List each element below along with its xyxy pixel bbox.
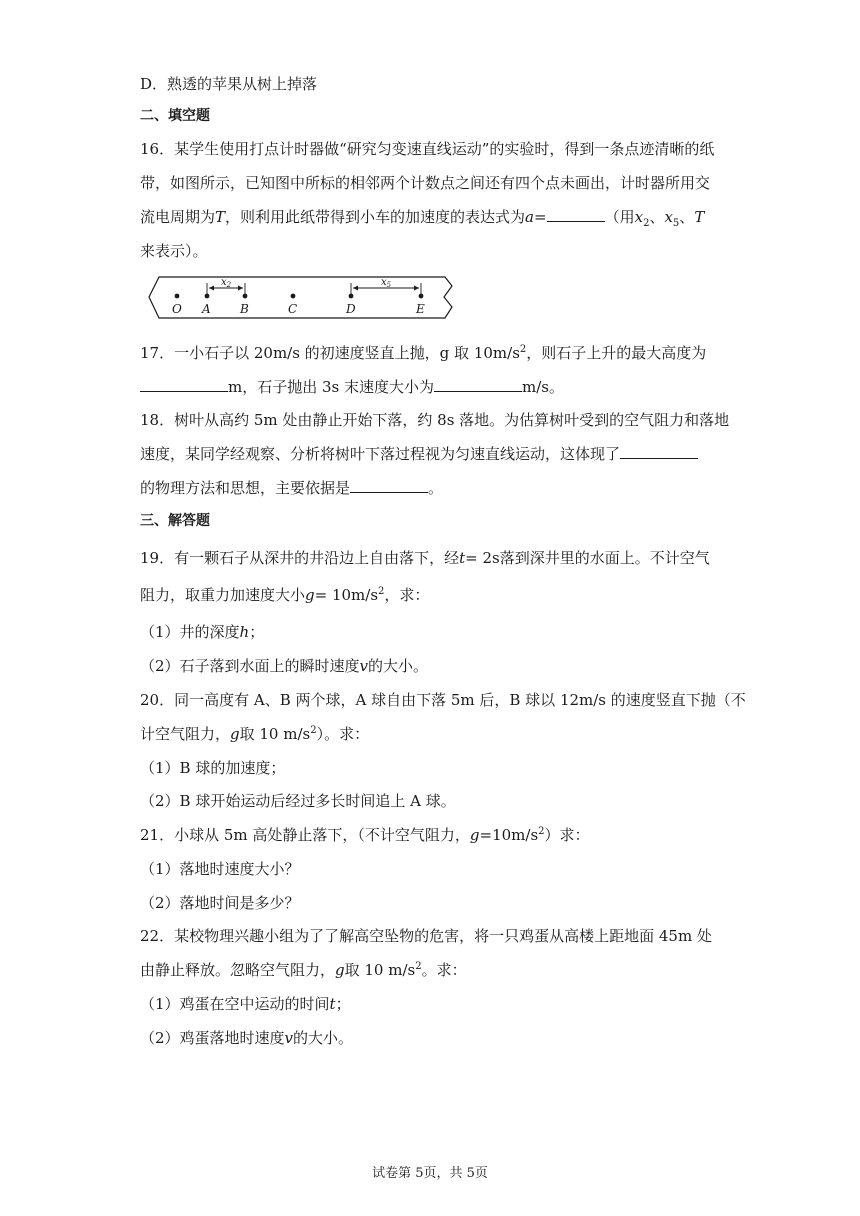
q22-sub-1: （1）鸡蛋在空中运动的时间t； xyxy=(140,995,351,1013)
point-a-label: A xyxy=(202,302,211,316)
q17-line-1: 17．一小石子以 20m/s 的初速度竖直上抛，g 取 $10m/s^2$，则石子上升的最大高度为 xyxy=(140,344,707,362)
q18-line-2: 速度，某同学经观察、分析将树叶下落过程视为匀速直线运动，这体现了 xyxy=(140,444,698,464)
q21-sub-2: （2）落地时间是多少？ xyxy=(140,894,300,912)
q21-line-1: 21．小球从 5m 高处静止落下，（不计空气阻力，$g=10m/s^2$）求： xyxy=(140,826,590,844)
q17-line-2: m，石子抛出 3s 末速度大小为 m/s。 xyxy=(140,377,564,397)
tape-outline xyxy=(149,277,452,318)
q19-sub-2: （2）石子落到水面上的瞬时速度v的大小。 xyxy=(140,657,429,675)
q22-sub-2: （2）鸡蛋落地时速度v的大小。 xyxy=(140,1029,354,1047)
q18-line-1: 18．树叶从高约 5m 处由静止开始下落，约 8s 落地。为估算树叶受到的空气阻力和落地 xyxy=(140,411,730,429)
q16-line-2: 带，如图所示，已知图中所标的相邻两个计数点之间还有四个点未画出，计时器所用交 xyxy=(140,174,711,192)
q20-line-2: 计空气阻力，g取 10 $m/s^2$）。求： xyxy=(140,725,370,743)
q16-answer-blank[interactable] xyxy=(547,207,605,222)
q17-answer-blank-2[interactable] xyxy=(434,377,522,392)
page-footer: 试卷第 5页，共 5页 xyxy=(372,1166,488,1181)
q16-line-3: 流电周期为T，则利用此纸带得到小车的加速度的表达式为a= （用$x_2$、$x_5$、T xyxy=(140,208,705,229)
point-c-dot xyxy=(291,294,296,299)
x5-span-label: $x_5$ xyxy=(381,277,392,289)
ticker-tape-figure xyxy=(143,275,455,321)
x2-span-label: $x_2$ xyxy=(221,277,232,289)
q18-line-3: 的物理方法和思想，主要依据是 。 xyxy=(140,479,444,497)
q19-line-2: 阻力，取重力加速度大小$g= 10m/s^2$，求： xyxy=(140,586,430,604)
q18-answer-blank-1[interactable] xyxy=(620,444,698,459)
section-heading-solve: 三、解答题 xyxy=(140,513,210,529)
point-d-label: D xyxy=(346,302,356,316)
point-b-label: B xyxy=(240,302,249,316)
q20-line-1: 20．同一高度有 A、B 两个球，A 球自由下落 5m 后，B 球以 12m/s 的速度竖直下抛（不 xyxy=(140,691,746,709)
q22-line-1: 22．某校物理兴趣小组为了了解高空坠物的危害，将一只鸡蛋从高楼上距地面 45m 处 xyxy=(140,927,712,945)
section-heading-fill-in: 二、填空题 xyxy=(140,108,210,124)
q19-line-1: 19．有一颗石子从深井的井沿边上自由落下，经t= 2s落到深井里的水面上。不计空气 xyxy=(140,549,710,567)
q16-line-1: 16．某学生使用打点计时器做“研究匀变速直线运动”的实验时，得到一条点迹清晰的纸 xyxy=(140,140,715,158)
q16-line-4: 来表示）。 xyxy=(140,242,208,260)
point-o-dot xyxy=(175,294,180,299)
q22-line-2: 由静止释放。忽略空气阻力，g取 10 $m/s^2$。求： xyxy=(140,961,467,979)
point-e-label: E xyxy=(416,302,425,316)
q17-answer-blank-1[interactable] xyxy=(140,377,228,392)
q21-sub-1: （1）落地时速度大小？ xyxy=(140,860,300,878)
q15-option-d: D．熟透的苹果从树上掉落 xyxy=(140,75,318,93)
point-o-label: O xyxy=(172,302,182,316)
q18-answer-blank-2[interactable] xyxy=(350,478,428,493)
point-c-label: C xyxy=(288,302,298,316)
q20-sub-2: （2）B 球开始运动后经过多长时间追上 A 球。 xyxy=(140,792,456,810)
q20-sub-1: （1）B 球的加速度； xyxy=(140,759,286,777)
q19-sub-1: （1）井的深度h； xyxy=(140,623,265,641)
